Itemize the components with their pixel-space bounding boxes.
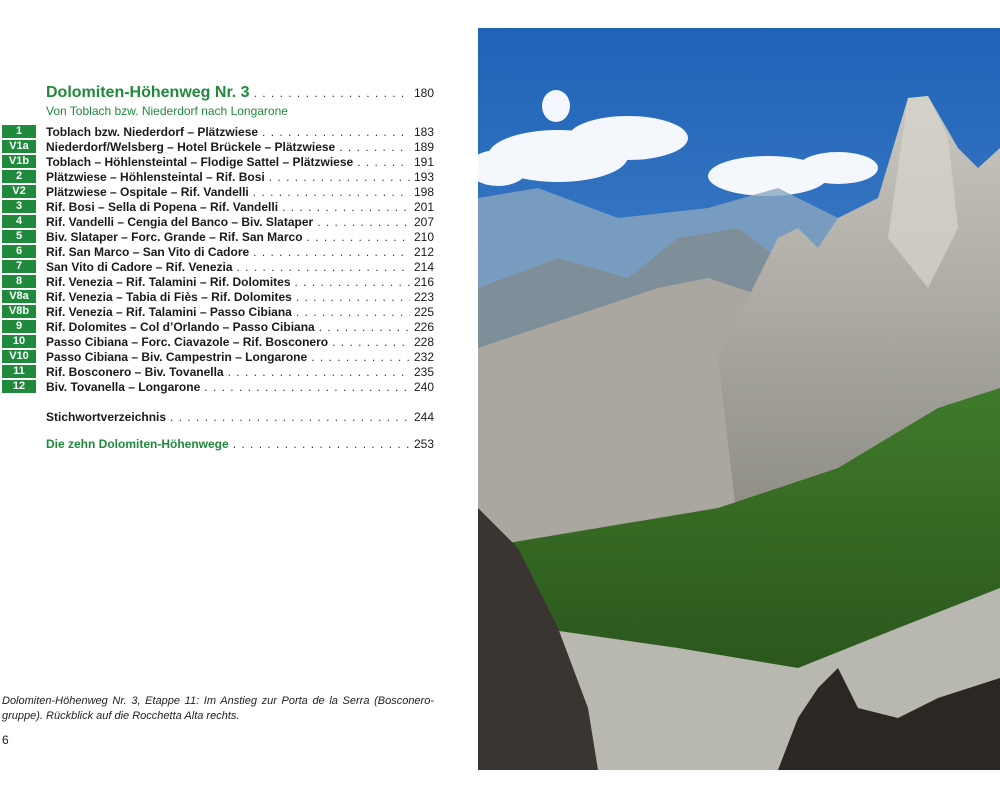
leader-dots [282,200,410,214]
stage-label: Niederdorf/Welsberg – Hotel Brückele – Plätzwiese [46,139,336,154]
stage-label: Rif. Venezia – Rif. Talamini – Rif. Dolomites [46,274,291,289]
index-label: Stichwortverzeichnis [46,410,167,424]
index-row [46,410,434,424]
stage-page: 232 [413,349,434,364]
stage-badge: 12 [2,380,36,393]
stage-label: Biv. Slataper – Forc. Grande – Rif. San Marco [46,229,303,244]
stage-row [2,319,434,334]
stage-label: Biv. Tovanella – Longarone [46,379,201,394]
leader-dots [170,410,410,424]
stage-badge: V8b [2,305,36,318]
stage-badge: 4 [2,215,36,228]
leader-dots [319,320,410,334]
stage-page: 189 [413,139,434,154]
stage-label: Rif. San Marco – San Vito di Cadore [46,244,250,259]
stage-row [2,199,434,214]
stage-page: 191 [413,154,434,169]
stage-page: 225 [413,304,434,319]
stage-badge: V1a [2,140,36,153]
stage-row [2,229,434,244]
stage-row [2,139,434,154]
stage-badge: 11 [2,365,36,378]
stage-badge: 7 [2,260,36,273]
leader-dots [332,335,410,349]
leader-dots [204,380,410,394]
stage-row [2,154,434,169]
stage-badge: 10 [2,335,36,348]
stage-page: 216 [413,274,434,289]
stage-page: 214 [413,259,434,274]
ten-routes-page: 253 [413,437,434,451]
leader-dots [357,155,410,169]
stage-row [2,169,434,184]
ten-routes-label: Die zehn Dolomiten-Höhenwege [46,437,229,451]
stage-label: Rif. Bosi – Sella di Popena – Rif. Vandelli [46,199,279,214]
toc-title-page: 180 [413,86,434,100]
mountain-photo [478,28,1000,770]
stage-label: Plätzwiese – Ospitale – Rif. Vandelli [46,184,249,199]
toc-title: Dolomiten-Höhenweg Nr. 3 [46,84,250,101]
stage-row [2,214,434,229]
stage-badge: 3 [2,200,36,213]
stage-page: 193 [413,169,434,184]
stage-page: 198 [413,184,434,199]
stage-page: 223 [413,289,434,304]
stage-badge: 2 [2,170,36,183]
stage-label: San Vito di Cadore – Rif. Venezia [46,259,233,274]
stage-label: Passo Cibiana – Biv. Campestrin – Longarone [46,349,308,364]
stage-row [2,184,434,199]
stage-row [2,379,434,394]
stage-row [2,259,434,274]
leader-dots [262,125,410,139]
stage-badge: 1 [2,125,36,138]
stage-page: 235 [413,364,434,379]
stage-label: Rif. Venezia – Rif. Talamini – Passo Cibiana [46,304,292,319]
leader-dots [253,185,410,199]
stage-label: Rif. Dolomites – Col d’Orlando – Passo Cibiana [46,319,315,334]
leader-dots [296,290,410,304]
stage-page: 226 [413,319,434,334]
stage-list [2,124,434,394]
index-page: 244 [413,410,434,424]
stage-badge: V10 [2,350,36,363]
stage-badge: V2 [2,185,36,198]
leader-dots [237,260,410,274]
photo-caption: Dolomiten-Höhenweg Nr. 3, Etappe 11: Im Anstieg zur Porta de la Serra (Bosconero-gruppe). Rückblick auf die Rocchetta Alta rechts. [2,695,434,722]
stage-row [2,334,434,349]
stage-badge: 9 [2,320,36,333]
stage-label: Rif. Vandelli – Cengia del Banco – Biv. Slataper [46,214,314,229]
toc-title-row [46,84,434,102]
stage-label: Toblach – Höhlensteintal – Flodige Sattel – Plätzwiese [46,154,354,169]
stage-row [2,304,434,319]
stage-label: Toblach bzw. Niederdorf – Plätzwiese [46,124,259,139]
stage-label: Passo Cibiana – Forc. Ciavazole – Rif. Bosconero [46,334,329,349]
stage-row [2,244,434,259]
stage-page: 212 [413,244,434,259]
leader-dots [317,215,410,229]
stage-badge: V1b [2,155,36,168]
leader-dots [269,170,410,184]
stage-page: 210 [413,229,434,244]
stage-page: 228 [413,334,434,349]
stage-badge: 8 [2,275,36,288]
stage-page: 183 [413,124,434,139]
stage-badge: 6 [2,245,36,258]
leader-dots [339,140,410,154]
leader-dots [254,86,410,100]
leader-dots [233,437,410,451]
leader-dots [253,245,410,259]
ten-routes-row [46,437,434,451]
stage-label: Plätzwiese – Höhlensteintal – Rif. Bosi [46,169,265,184]
leader-dots [228,365,410,379]
toc-subtitle: Von Toblach bzw. Niederdorf nach Longarone [46,104,288,118]
stage-row [2,349,434,364]
stage-row [2,124,434,139]
stage-badge: 5 [2,230,36,243]
stage-row [2,274,434,289]
stage-page: 240 [413,379,434,394]
leader-dots [296,305,410,319]
leader-dots [311,350,410,364]
stage-label: Rif. Venezia – Tabia di Fiès – Rif. Dolomites [46,289,292,304]
leader-dots [295,275,410,289]
stage-row [2,289,434,304]
leader-dots [307,230,410,244]
stage-page: 201 [413,199,434,214]
stage-label: Rif. Bosconero – Biv. Tovanella [46,364,224,379]
stage-row [2,364,434,379]
page-number: 6 [2,733,9,747]
mountain-photo-illustration [478,28,1000,770]
stage-badge: V8a [2,290,36,303]
stage-page: 207 [413,214,434,229]
